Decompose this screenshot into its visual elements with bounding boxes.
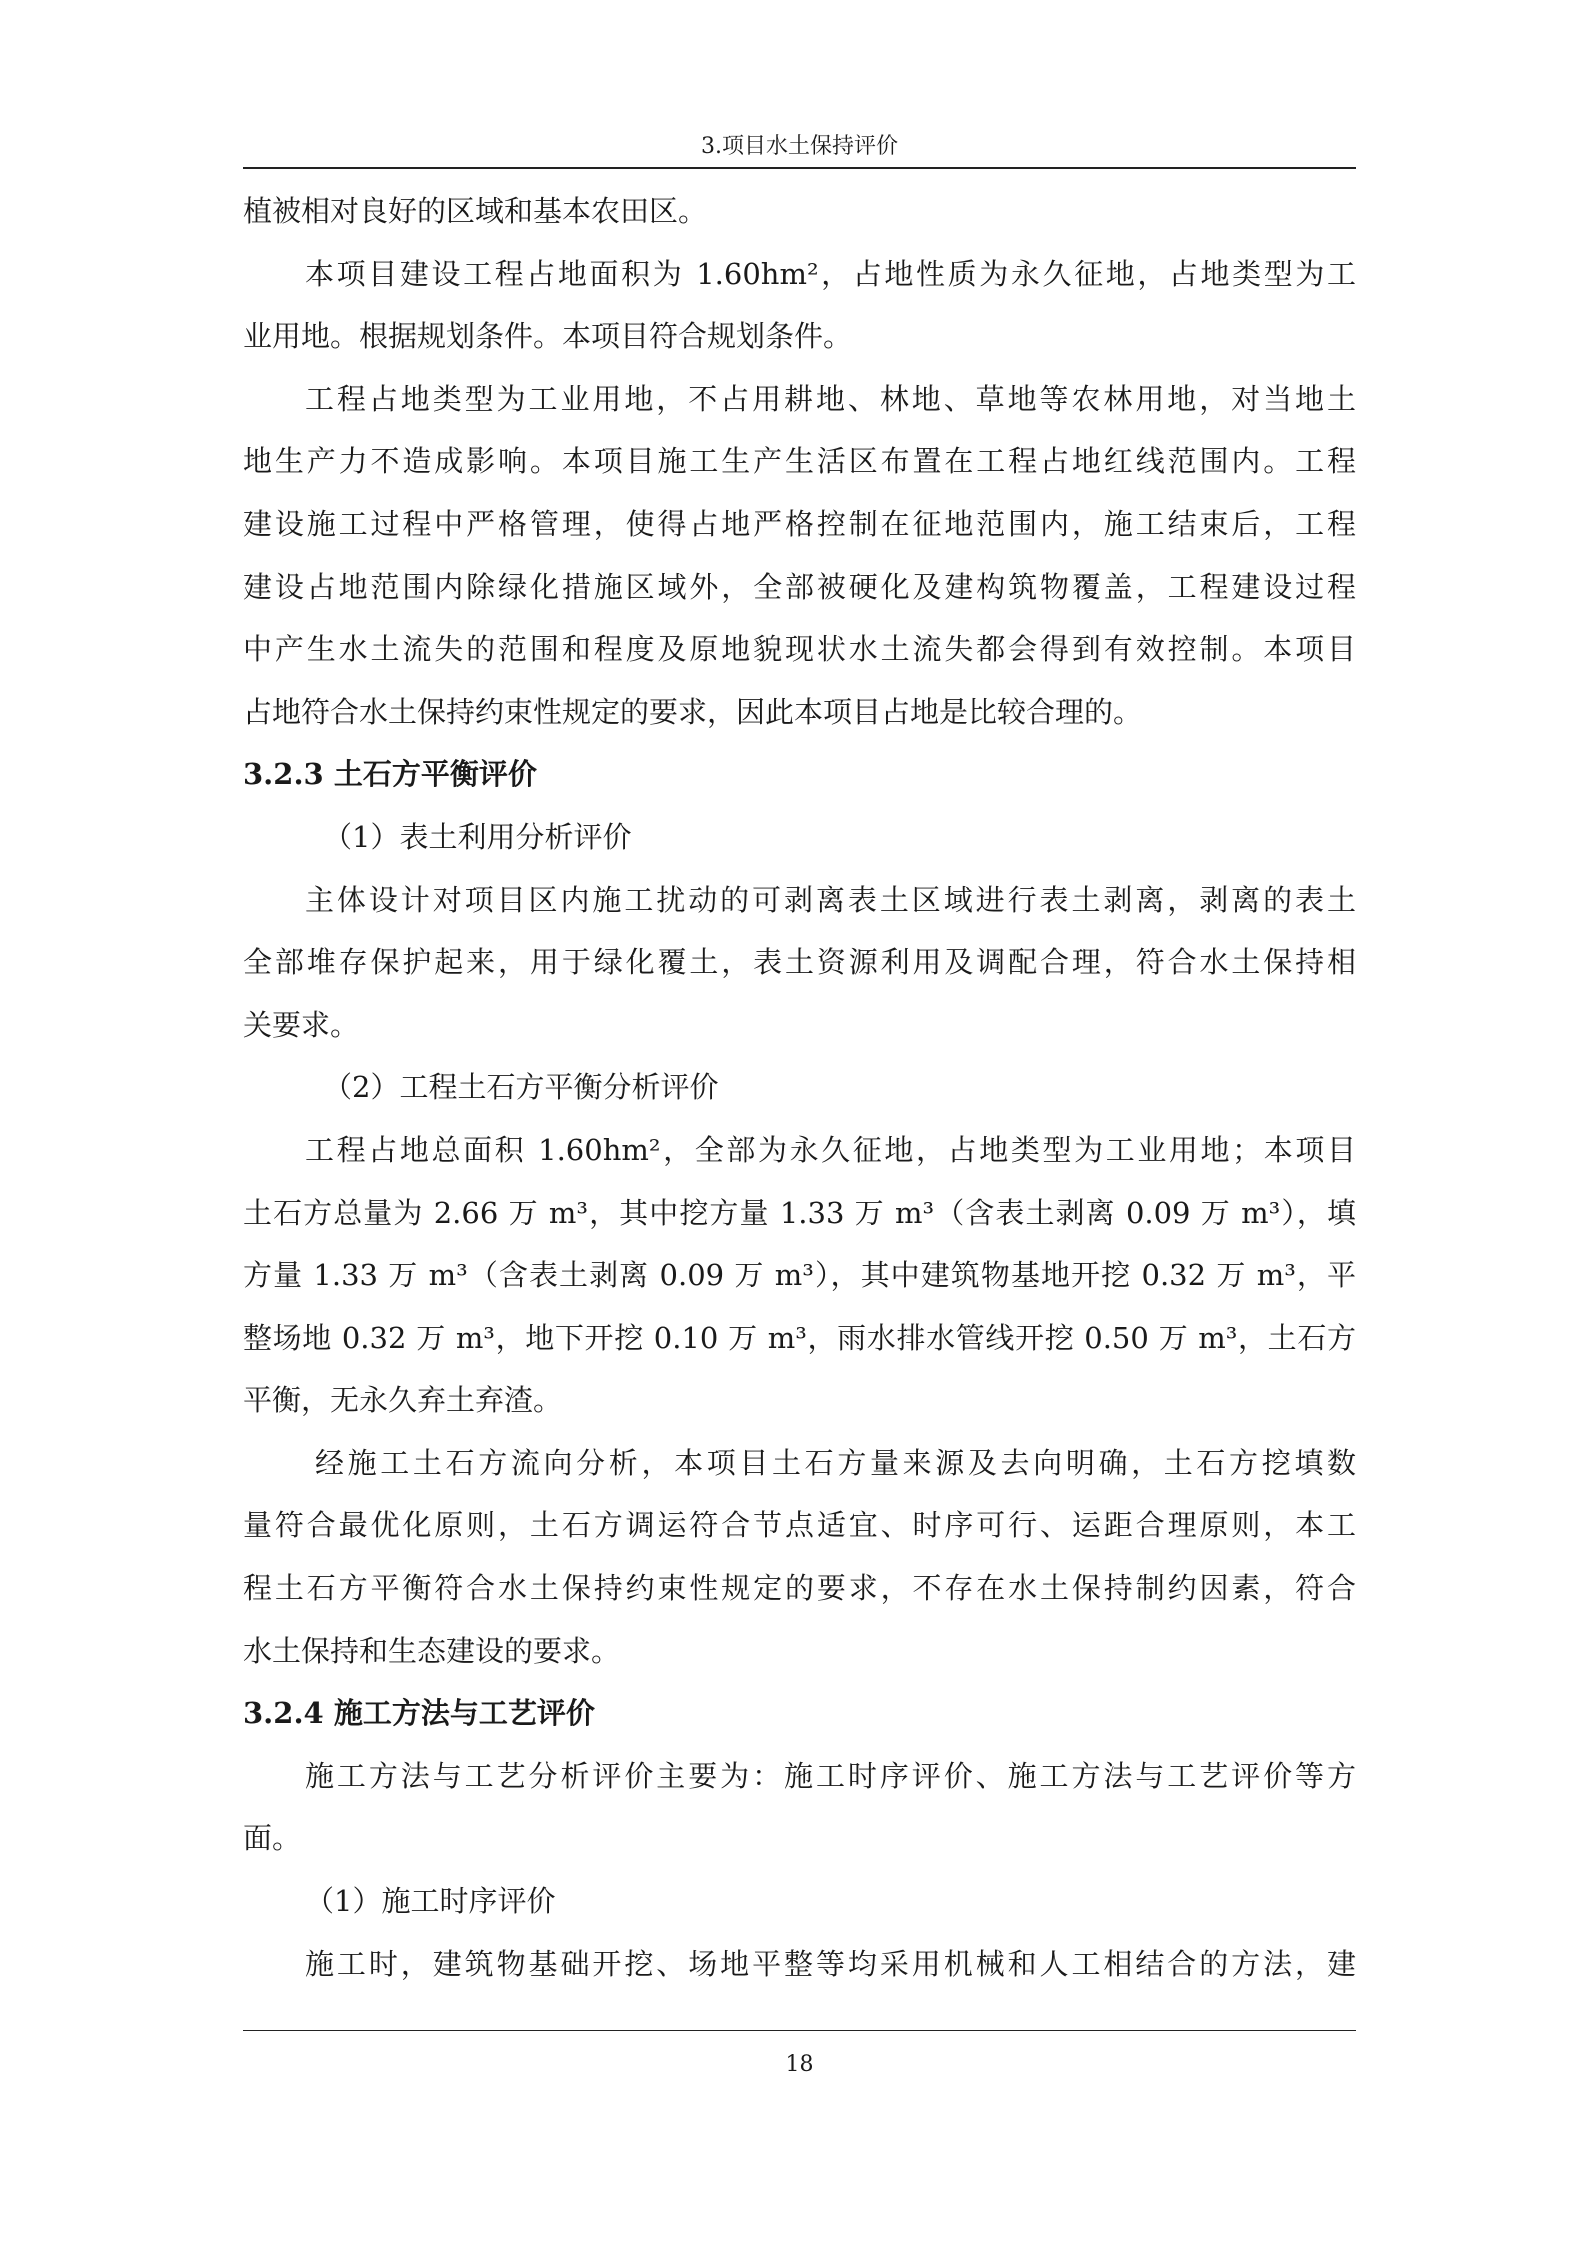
body-line: 占地符合水土保持约束性规定的要求，因此本项目占地是比较合理的。 — [243, 694, 1143, 729]
paragraph-line: 经施工土石方流向分析，本项目土石方量来源及去向明确，土石方挖填数 — [315, 1445, 1356, 1480]
body-line: 土石方总量为 2.66 万 m³，其中挖方量 1.33 万 m³（含表土剥离 0.09 万 m³），填 — [243, 1195, 1356, 1230]
running-header: 3.项目水土保持评价 — [701, 134, 898, 159]
body-line: 关要求。 — [243, 1007, 360, 1042]
body-line: 全部堆存保护起来，用于绿化覆土，表土资源利用及调配合理，符合水土保持相 — [243, 945, 1356, 980]
body-line: 植被相对良好的区域和基本农田区。 — [243, 194, 708, 228]
paragraph-line: 主体设计对项目区内施工扰动的可剥离表土区域进行表土剥离，剥离的表土 — [305, 882, 1356, 917]
paragraph-line: 本项目建设工程占地面积为 1.60hm²，占地性质为永久征地，占地类型为工 — [305, 256, 1356, 291]
body-line: 量符合最优化原则，土石方调运符合节点适宜、时序可行、运距合理原则，本工 — [243, 1508, 1356, 1543]
document-body — [243, 180, 1356, 1995]
body-line: 平衡，无永久弃土弃渣。 — [243, 1383, 563, 1418]
footer-divider — [243, 2030, 1356, 2031]
paragraph-line: 工程占地总面积 1.60hm²，全部为永久征地，占地类型为工业用地；本项目 — [305, 1132, 1356, 1167]
subsection-label: （2）工程土石方平衡分析评价 — [323, 1070, 719, 1105]
section-heading: 3.2.3 土石方平衡评价 — [243, 757, 537, 792]
body-line: 水土保持和生态建设的要求。 — [243, 1633, 621, 1668]
paragraph-line: 施工时，建筑物基础开挖、场地平整等均采用机械和人工相结合的方法，建 — [305, 1946, 1356, 1981]
body-line: 方量 1.33 万 m³（含表土剥离 0.09 万 m³），其中建筑物基地开挖 0.32 万 m³，平 — [243, 1258, 1356, 1293]
subsection-label: （1）表土利用分析评价 — [323, 819, 632, 854]
body-line: 程土石方平衡符合水土保持约束性规定的要求，不存在水土保持制约因素，符合 — [243, 1571, 1356, 1606]
subsection-label: （1）施工时序评价 — [305, 1884, 556, 1919]
header-divider — [243, 167, 1356, 169]
body-line: 中产生水土流失的范围和程度及原地貌现状水土流失都会得到有效控制。本项目 — [243, 632, 1356, 667]
body-line: 建设占地范围内除绿化措施区域外，全部被硬化及建构筑物覆盖，工程建设过程 — [243, 569, 1356, 604]
paragraph-line: 施工方法与工艺分析评价主要为：施工时序评价、施工方法与工艺评价等方 — [305, 1758, 1356, 1793]
body-line: 地生产力不造成影响。本项目施工生产生活区布置在工程占地红线范围内。工程 — [243, 444, 1356, 479]
body-line: 建设施工过程中严格管理，使得占地严格控制在征地范围内，施工结束后，工程 — [243, 506, 1356, 541]
body-line: 面。 — [243, 1821, 302, 1856]
section-heading: 3.2.4 施工方法与工艺评价 — [243, 1696, 595, 1731]
paragraph-line: 工程占地类型为工业用地，不占用耕地、林地、草地等农林用地，对当地土 — [305, 381, 1356, 416]
body-line: 业用地。根据规划条件。本项目符合规划条件。 — [243, 319, 853, 354]
body-line: 整场地 0.32 万 m³，地下开挖 0.10 万 m³，雨水排水管线开挖 0.50 万 m³，土石方 — [243, 1320, 1356, 1355]
page-number: 18 — [785, 2052, 814, 2077]
